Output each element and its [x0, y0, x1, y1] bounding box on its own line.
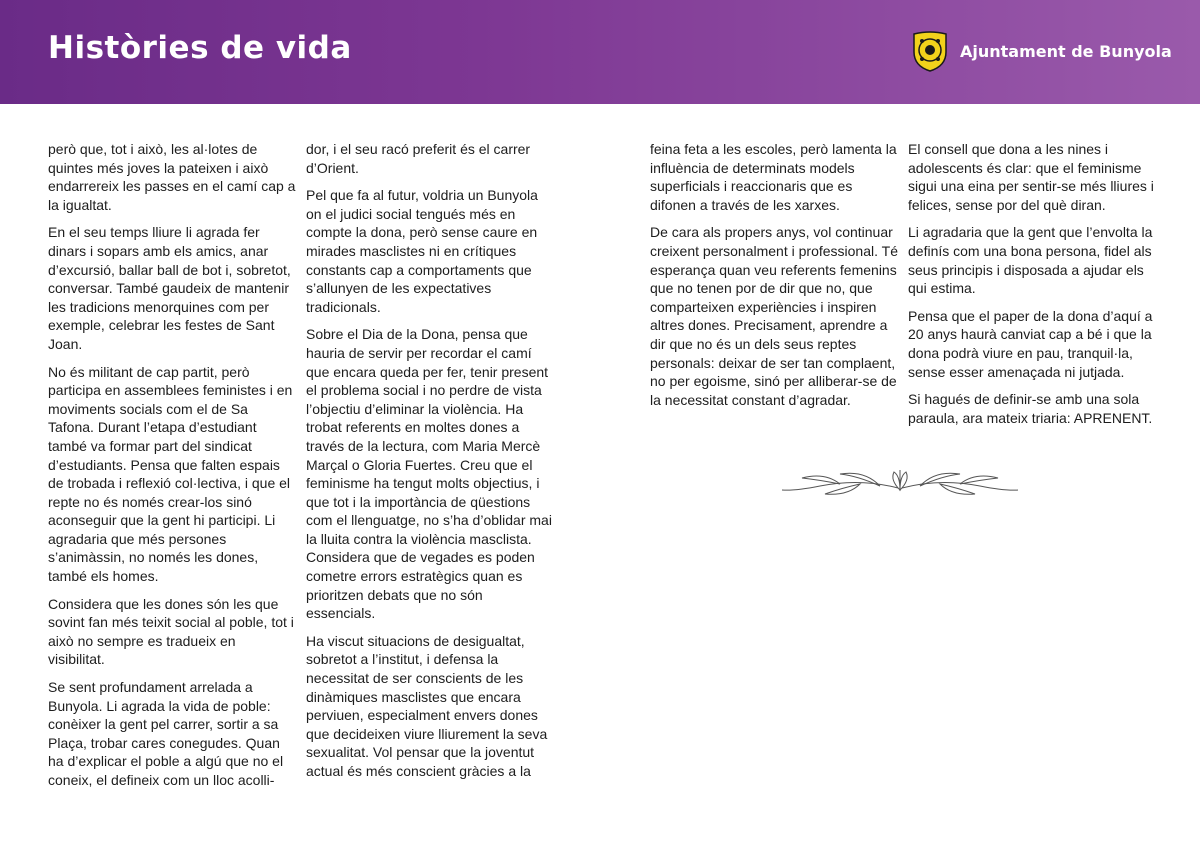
paragraph: Pensa que el paper de la dona d’aquí a 20 anys haurà canviat cap a bé i que la dona podrà viure en pau, tranquil·la, sense esser amenaçada ni jutjada.: [908, 307, 1153, 380]
paragraph: De cara als propers anys, vol continuar creixent personalment i professional. Té esperança quan veu referents femenins que no tenen por de dir que no, que comparteixen experiències i inspiren altres dones. Precisament, aprendre a dir que no és un dels seus reptes personals: deixar de ser tan complaent, no per egoisme, sinó per alliberar-se de la necessitat constant d’agradar.: [650, 224, 898, 408]
municipal-crest-icon: [910, 30, 950, 72]
text-column-4: [908, 140, 1156, 436]
brand-name: Ajuntament de Bunyola: [960, 41, 1172, 61]
brand-block: [910, 30, 1172, 72]
text-column-2: [306, 140, 554, 790]
paragraph: No és militant de cap partit, però participa en assemblees feministes i en moviments socials com el de Sa Tafona. Durant l’etapa d’estudiant també va formar part del sindicat d’estudiants. Pensa que falten espais de trobada i reflexió col·lectiva, i que el repte no és només crear-los sinó aconseguir que la gent hi participi. Li agradaria que més persones s’animàssin, no només les dones, també els homes.: [48, 363, 293, 585]
paragraph: En el seu temps lliure li agrada fer dinars i sopars amb els amics, anar d’excursió, ballar ball de bot i, sobretot, conversar. També gaudeix de mantenir les tradicions menorquines com per exemple, celebrar les festes de Sant Joan.: [48, 224, 291, 352]
text-column-1: [48, 140, 296, 799]
leaf-flourish-ornament-icon: [780, 468, 1020, 504]
paragraph: però que, tot i això, les al·lotes de quintes més joves la pateixen i això endarrereix les passes en el camí cap a la igualtat.: [48, 141, 296, 213]
paragraph: Considera que les dones són les que sovint fan més teixit social al poble, tot i això no sempre es tradueix en visibilitat.: [48, 595, 294, 668]
page-header: [0, 0, 1200, 104]
paragraph: feina feta a les escoles, però lamenta la influència de determinats models superficials i reaccionaris que es difonen a través de les xarxes.: [650, 141, 897, 213]
paragraph: Si hagués de definir-se amb una sola paraula, ara mateix triaria: APRENENT.: [908, 391, 1153, 426]
paragraph: Li agradaria que la gent que l’envolta la definís com una bona persona, fidel als seus principis i disposada a ajudar els qui estima.: [908, 224, 1153, 297]
paragraph: Se sent profundament arrelada a Bunyola. Li agrada la vida de poble: conèixer la gent pel carrer, sortir a sa Plaça, trobar cares conegudes. Quan ha d’explicar el poble a algú que no el coneix, el defineix com un lloc acolli-: [48, 679, 284, 788]
paragraph: dor, i el seu racó preferit és el carrer d’Orient.: [306, 141, 531, 176]
page-title: Històries de vida: [48, 30, 352, 66]
paragraph: El consell que dona a les nines i adolescents és clar: que el feminisme sigui una eina per sentir-se més lliures i felices, sense por del què diran.: [908, 141, 1154, 213]
text-column-3: [650, 140, 898, 418]
paragraph: Ha viscut situacions de desigualtat, sobretot a l’institut, i defensa la necessitat de ser conscients de les dinàmiques masclistes que encara perviuen, especialment envers dones que decideixen viure lliurement la seva sexualitat. Vol pensar que la joventut actual és més conscient gràcies a la: [306, 632, 548, 779]
paragraph: Pel que fa al futur, voldria un Bunyola on el judici social tengués més en compte la dona, però sense caure en mirades masclistes ni en crítiques constants cap a comportaments que s’allunyen de les expectatives tradicionals.: [306, 187, 538, 315]
paragraph: Sobre el Dia de la Dona, pensa que hauria de servir per recordar el camí que encara queda per fer, tenir present el problema social i no perdre de vista l’objectiu d’eliminar la violència. Ha trobat referents en moltes dones a través de la lectura, com Maria Mercè Marçal o Gloria Fuertes. Creu que el feminisme ha tengut molts objectius, i que tot i la importància de qüestions com el llenguatge, no s’ha d’oblidar mai la lluita contra la violència masclista. Considera que de vegades es poden cometre errors estratègics quan es prioritzen debats que no són essencials.: [306, 326, 552, 622]
